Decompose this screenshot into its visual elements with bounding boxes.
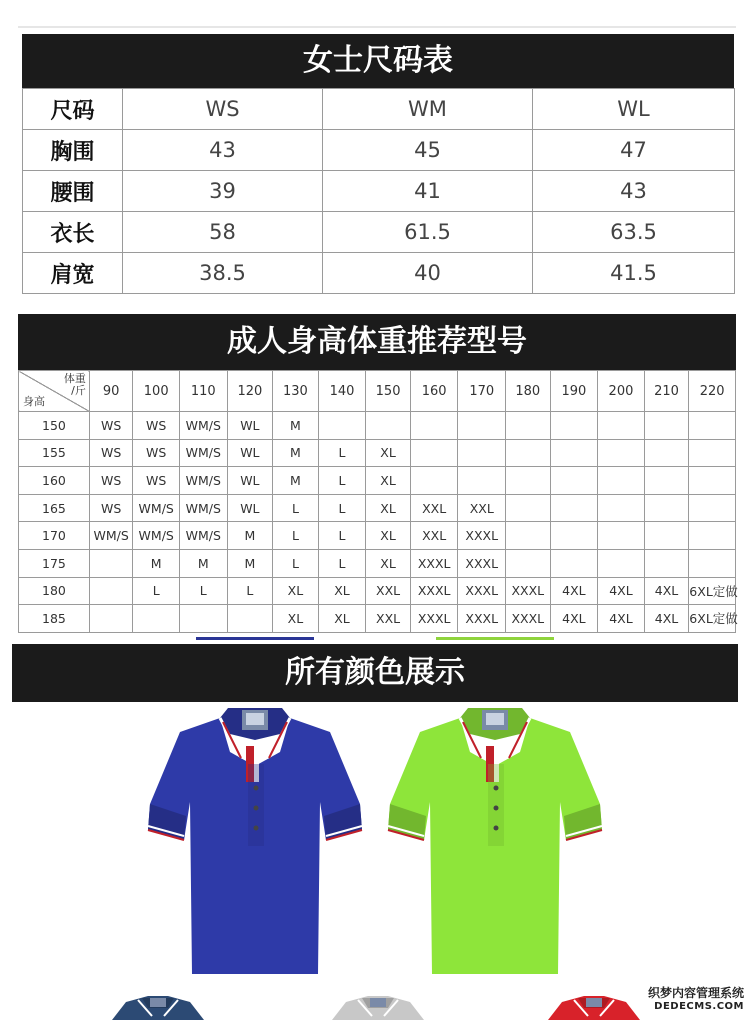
size-cell — [458, 439, 506, 467]
weight-header-cell: 120 — [227, 371, 273, 412]
green-accent-line — [436, 637, 554, 640]
size-header-cell: WL — [533, 89, 735, 130]
size-cell: WL — [227, 412, 273, 440]
size-cell: XL — [366, 522, 411, 550]
size-cell: XL — [366, 549, 411, 577]
size-cell: 4XL — [598, 577, 645, 605]
table-row — [23, 171, 735, 212]
measure-label: 胸围 — [23, 130, 123, 171]
size-cell: WM/S — [133, 494, 180, 522]
size-cell — [598, 522, 645, 550]
weight-header-cell: 110 — [179, 371, 227, 412]
size-cell — [458, 467, 506, 495]
size-cell: L — [318, 494, 366, 522]
size-cell — [89, 577, 133, 605]
size-cell: 4XL — [644, 577, 689, 605]
weight-header-cell: 210 — [644, 371, 689, 412]
watermark — [648, 986, 744, 1014]
size-cell: XXL — [410, 522, 458, 550]
size-cell: WS — [89, 467, 133, 495]
size-cell — [506, 494, 551, 522]
height-cell: 180 — [19, 577, 90, 605]
size-cell — [506, 439, 551, 467]
weight-header-cell: 170 — [458, 371, 506, 412]
size-cell: WS — [89, 439, 133, 467]
size-cell — [644, 494, 689, 522]
size-cell: XL — [273, 577, 319, 605]
height-cell: 165 — [19, 494, 90, 522]
measure-value: 43 — [123, 130, 323, 171]
size-cell — [506, 522, 551, 550]
size-cell: XXXL — [410, 549, 458, 577]
size-cell — [598, 549, 645, 577]
size-cell: 6XL定做 — [689, 605, 736, 633]
size-header-row — [23, 89, 735, 130]
size-cell: M — [227, 549, 273, 577]
table-corner-cell — [19, 371, 90, 412]
size-cell: 4XL — [644, 605, 689, 633]
measure-value: 61.5 — [323, 212, 533, 253]
size-cell: XXXL — [506, 605, 551, 633]
measure-label: 衣长 — [23, 212, 123, 253]
size-cell — [89, 549, 133, 577]
size-cell: XXXL — [458, 577, 506, 605]
height-cell: 170 — [19, 522, 90, 550]
size-cell: L — [318, 439, 366, 467]
size-cell — [689, 467, 736, 495]
size-cell: M — [179, 549, 227, 577]
size-cell: WM/S — [179, 494, 227, 522]
table-row — [19, 412, 736, 440]
size-header-cell: WM — [323, 89, 533, 130]
size-cell: M — [227, 522, 273, 550]
size-cell: L — [318, 522, 366, 550]
size-cell — [550, 522, 598, 550]
size-cell — [689, 412, 736, 440]
size-cell: XL — [273, 605, 319, 633]
height-cell: 150 — [19, 412, 90, 440]
weight-header-cell: 130 — [273, 371, 319, 412]
size-cell — [644, 549, 689, 577]
measure-value: 40 — [323, 253, 533, 294]
measure-value: 41.5 — [533, 253, 735, 294]
height-cell: 155 — [19, 439, 90, 467]
table-row — [19, 467, 736, 495]
weight-header-cell: 220 — [689, 371, 736, 412]
weight-header-cell: 160 — [410, 371, 458, 412]
size-cell — [644, 439, 689, 467]
measure-value: 39 — [123, 171, 323, 212]
measure-value: 63.5 — [533, 212, 735, 253]
size-cell: WM/S — [133, 522, 180, 550]
women-size-table — [22, 88, 735, 294]
corner-height-label: 身高 — [23, 395, 45, 408]
size-cell — [598, 439, 645, 467]
measure-label: 肩宽 — [23, 253, 123, 294]
size-cell — [133, 605, 180, 633]
watermark-line-2: DEDECMS.COM — [654, 1001, 744, 1012]
size-cell: M — [273, 412, 319, 440]
size-cell: XL — [318, 605, 366, 633]
size-cell: WS — [89, 412, 133, 440]
table-row — [19, 549, 736, 577]
size-cell — [644, 522, 689, 550]
size-cell: XXXL — [458, 605, 506, 633]
size-cell — [89, 605, 133, 633]
size-cell: XL — [366, 467, 411, 495]
size-cell: WL — [227, 467, 273, 495]
measure-value: 58 — [123, 212, 323, 253]
size-cell — [227, 605, 273, 633]
top-divider — [18, 26, 736, 28]
size-cell: 6XL定做 — [689, 577, 736, 605]
weight-header-cell: 140 — [318, 371, 366, 412]
size-cell: WM/S — [179, 439, 227, 467]
size-cell — [598, 412, 645, 440]
size-cell: WM/S — [179, 467, 227, 495]
weight-header-cell: 180 — [506, 371, 551, 412]
measure-value: 45 — [323, 130, 533, 171]
size-cell: XXXL — [458, 522, 506, 550]
size-cell: M — [273, 467, 319, 495]
size-cell: XXXL — [410, 605, 458, 633]
weight-header-cell: 100 — [133, 371, 180, 412]
size-cell — [689, 439, 736, 467]
polo-shirt-icon — [140, 704, 370, 984]
size-cell — [506, 412, 551, 440]
size-header-label: 尺码 — [23, 89, 123, 130]
size-cell: XXXL — [458, 549, 506, 577]
size-cell: WL — [227, 439, 273, 467]
size-cell: L — [273, 522, 319, 550]
table-row — [23, 130, 735, 171]
size-cell — [550, 439, 598, 467]
weight-header-cell: 190 — [550, 371, 598, 412]
size-cell — [598, 467, 645, 495]
height-cell: 160 — [19, 467, 90, 495]
size-cell: XL — [366, 494, 411, 522]
size-cell — [410, 467, 458, 495]
table-row — [23, 212, 735, 253]
size-cell: XXL — [410, 494, 458, 522]
size-cell: 4XL — [550, 605, 598, 633]
table-row — [19, 494, 736, 522]
size-cell: XXXL — [506, 577, 551, 605]
measure-value: 47 — [533, 130, 735, 171]
weight-header-cell: 200 — [598, 371, 645, 412]
size-cell — [644, 412, 689, 440]
size-cell — [550, 467, 598, 495]
size-cell: XXL — [366, 605, 411, 633]
size-cell: L — [133, 577, 180, 605]
size-cell — [689, 549, 736, 577]
size-cell — [506, 549, 551, 577]
size-cell: L — [273, 494, 319, 522]
measure-value: 43 — [533, 171, 735, 212]
size-cell: XL — [318, 577, 366, 605]
table-row — [19, 577, 736, 605]
table-row — [19, 522, 736, 550]
size-cell: WL — [227, 494, 273, 522]
size-cell: WM/S — [179, 522, 227, 550]
size-cell: M — [273, 439, 319, 467]
size-cell — [458, 412, 506, 440]
size-cell: L — [179, 577, 227, 605]
size-cell — [410, 439, 458, 467]
size-cell — [506, 467, 551, 495]
table-row — [19, 439, 736, 467]
recommend-chart-title: 成人身高体重推荐型号 — [18, 314, 736, 370]
size-cell: WS — [133, 439, 180, 467]
size-cell: L — [318, 549, 366, 577]
women-size-chart-title: 女士尺码表 — [22, 34, 734, 88]
height-cell: 185 — [19, 605, 90, 633]
weight-header-row — [19, 371, 736, 412]
height-cell: 175 — [19, 549, 90, 577]
size-cell: XXL — [366, 577, 411, 605]
size-cell: XL — [366, 439, 411, 467]
size-cell: WS — [133, 467, 180, 495]
size-cell — [550, 494, 598, 522]
corner-weight-label: 体重 /斤 — [63, 372, 86, 397]
weight-header-cell: 150 — [366, 371, 411, 412]
size-cell — [598, 494, 645, 522]
colors-section-title: 所有颜色展示 — [12, 644, 738, 702]
blue-accent-line — [196, 637, 314, 640]
size-cell — [689, 494, 736, 522]
size-cell: XXL — [458, 494, 506, 522]
measure-value: 38.5 — [123, 253, 323, 294]
table-row — [23, 253, 735, 294]
recommend-size-table — [18, 370, 736, 633]
size-cell — [644, 467, 689, 495]
size-cell — [550, 412, 598, 440]
size-cell: WS — [89, 494, 133, 522]
size-cell: M — [133, 549, 180, 577]
size-cell: WM/S — [89, 522, 133, 550]
size-cell: WS — [133, 412, 180, 440]
size-cell: L — [273, 549, 319, 577]
polo-shirt-icon — [380, 704, 610, 984]
size-cell: 4XL — [598, 605, 645, 633]
size-cell — [410, 412, 458, 440]
size-cell: XXXL — [410, 577, 458, 605]
size-cell — [318, 412, 366, 440]
size-cell — [689, 522, 736, 550]
measure-value: 41 — [323, 171, 533, 212]
size-cell — [179, 605, 227, 633]
size-header-cell: WS — [123, 89, 323, 130]
size-cell — [366, 412, 411, 440]
table-row — [19, 605, 736, 633]
size-cell: L — [227, 577, 273, 605]
size-cell: WM/S — [179, 412, 227, 440]
watermark-line-1: 织梦内容管理系统 — [647, 986, 744, 1000]
size-cell: L — [318, 467, 366, 495]
size-cell — [550, 549, 598, 577]
size-cell: 4XL — [550, 577, 598, 605]
measure-label: 腰围 — [23, 171, 123, 212]
weight-header-cell: 90 — [89, 371, 133, 412]
